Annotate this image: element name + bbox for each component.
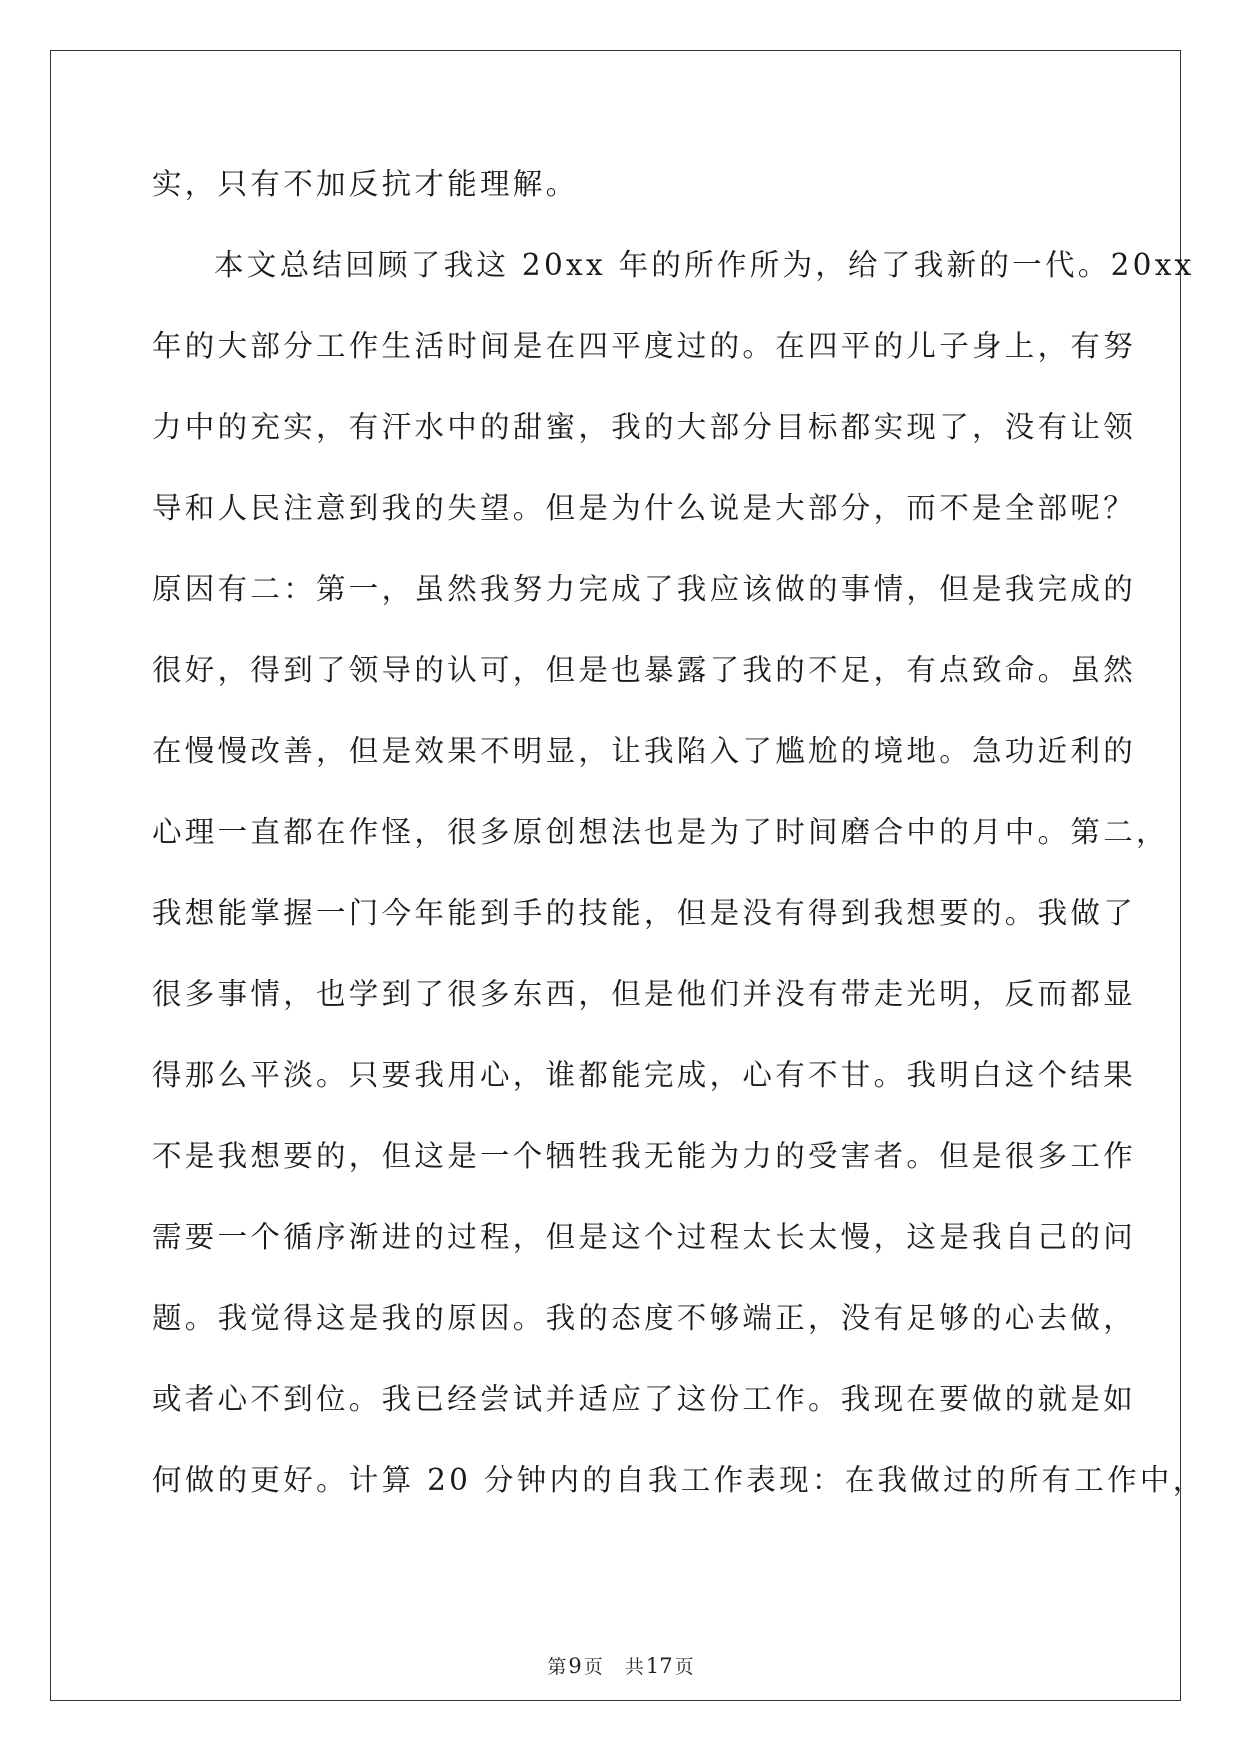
text-line: 原因有二：第一，虽然我努力完成了我应该做的事情，但是我完成的 [152, 572, 1137, 606]
total-prefix: 共 [624, 1656, 644, 1678]
text-line: 很多事情，也学到了很多东西，但是他们并没有带走光明，反而都显 [152, 977, 1137, 1011]
text-line: 何做的更好。计算 20 分钟内的自我工作表现：在我做过的所有工作中， [152, 1463, 1206, 1497]
body-text [152, 158, 1206, 1535]
text-line: 不是我想要的，但这是一个牺牲我无能为力的受害者。但是很多工作 [152, 1139, 1137, 1173]
page-prefix: 第 [547, 1656, 567, 1678]
paragraph-start-line: 本文总结回顾了我这 20xx 年的所作所为，给了我新的一代。20xx [214, 248, 1195, 282]
text-line: 年的大部分工作生活时间是在四平度过的。在四平的儿子身上，有努 [152, 329, 1137, 363]
page-suffix: 页 [583, 1656, 603, 1678]
text-line: 心理一直都在作怪，很多原创想法也是为了时间磨合中的月中。第二， [152, 815, 1169, 849]
text-line: 在慢慢改善，但是效果不明显，让我陷入了尴尬的境地。急功近利的 [152, 734, 1137, 768]
text-line: 我想能掌握一门今年能到手的技能，但是没有得到我想要的。我做了 [152, 896, 1137, 930]
text-line: 力中的充实，有汗水中的甜蜜，我的大部分目标都实现了，没有让领 [152, 410, 1137, 444]
text-line: 题。我觉得这是我的原因。我的态度不够端正，没有足够的心去做， [152, 1301, 1137, 1335]
total-pages: 17 [645, 1654, 673, 1678]
text-line: 导和人民注意到我的失望。但是为什么说是大部分，而不是全部呢？ [152, 491, 1137, 525]
page-number: 9 [568, 1654, 582, 1678]
text-line: 得那么平淡。只要我用心，谁都能完成，心有不甘。我明白这个结果 [152, 1058, 1137, 1092]
text-line: 或者心不到位。我已经尝试并适应了这份工作。我现在要做的就是如 [152, 1382, 1137, 1416]
text-line: 需要一个循序渐进的过程，但是这个过程太长太慢，这是我自己的问 [152, 1220, 1137, 1254]
page-footer [0, 1652, 1241, 1679]
text-line: 实，只有不加反抗才能理解。 [152, 167, 579, 201]
text-line: 很好，得到了领导的认可，但是也暴露了我的不足，有点致命。虽然 [152, 653, 1137, 687]
total-suffix: 页 [674, 1656, 694, 1678]
